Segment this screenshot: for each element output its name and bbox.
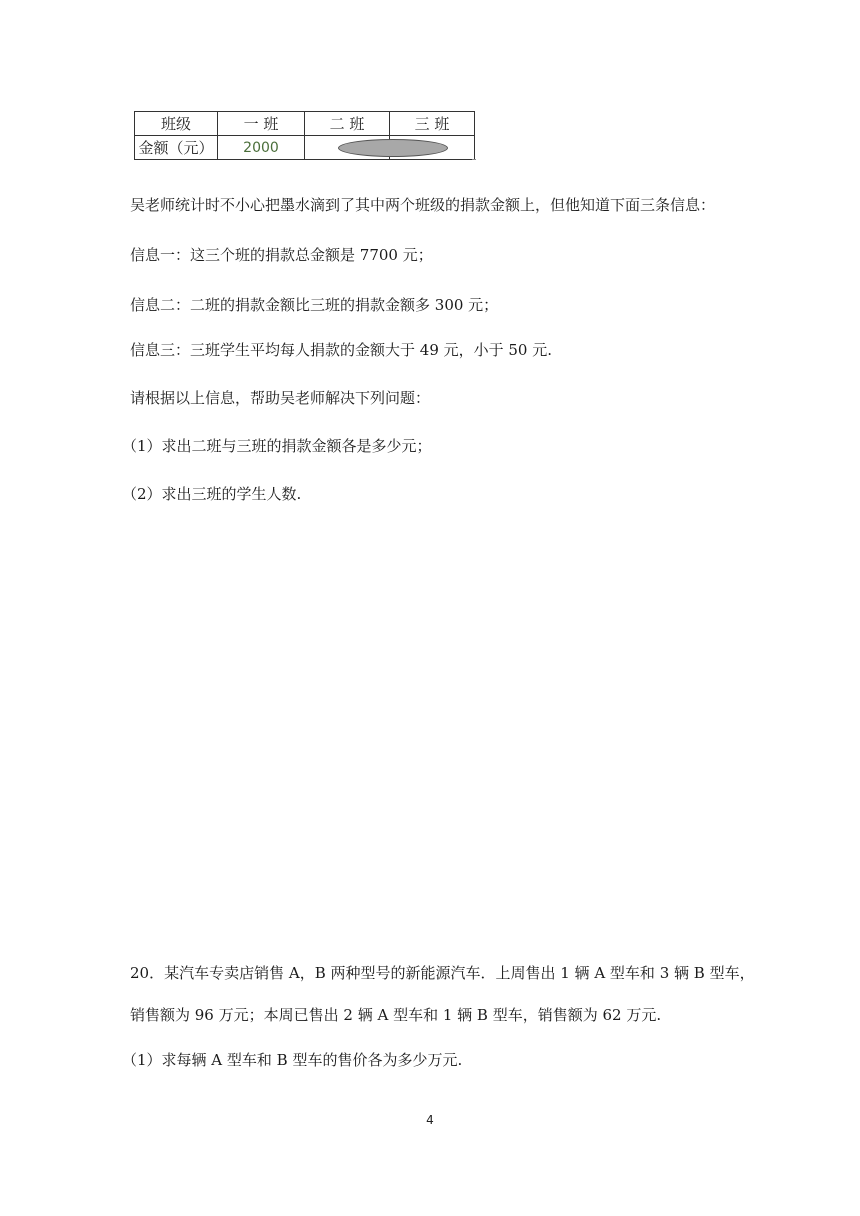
info-one: 信息一：这三个班的捐款总金额是 7700 元； [130,246,433,264]
amount-class-1: 2000 [218,136,305,160]
amount-label: 金额（元） [135,136,218,160]
donation-table [134,111,475,160]
problem-20-line-2: 销售额为 96 万元；本周已售出 2 辆 A 型车和 1 辆 B 型车，销售额为 62 万元. [130,1006,662,1024]
question-2: （2）求出三班的学生人数. [122,485,302,503]
problem-intro: 吴老师统计时不小心把墨水滴到了其中两个班级的捐款金额上，但他知道下面三条信息： [130,196,716,214]
info-two: 信息二：二班的捐款金额比三班的捐款金额多 300 元； [130,296,499,314]
question-1: （1）求出二班与三班的捐款金额各是多少元； [122,437,432,455]
problem-20-line-1: 20．某汽车专卖店销售 A，B 两种型号的新能源汽车．上周售出 1 辆 A 型车和 3 辆 B 型车， [130,964,755,982]
header-class-1: 一 班 [218,112,305,136]
header-class: 班级 [135,112,218,136]
problem-20-question-1: （1）求每辆 A 型车和 B 型车的售价各为多少万元. [122,1051,463,1069]
problem-request: 请根据以上信息，帮助吴老师解决下列问题： [130,389,431,407]
table-corner-mark [472,159,476,160]
header-class-2: 二 班 [305,112,390,136]
page-number: 4 [426,1113,434,1127]
info-three: 信息三：三班学生平均每人捐款的金额大于 49 元，小于 50 元. [130,341,553,359]
table-header-row [135,112,475,136]
donation-table-container [134,111,475,160]
amount-class-2 [305,136,390,160]
ink-blot [338,139,448,157]
table-amount-row [135,136,475,160]
header-class-3: 三 班 [390,112,475,136]
